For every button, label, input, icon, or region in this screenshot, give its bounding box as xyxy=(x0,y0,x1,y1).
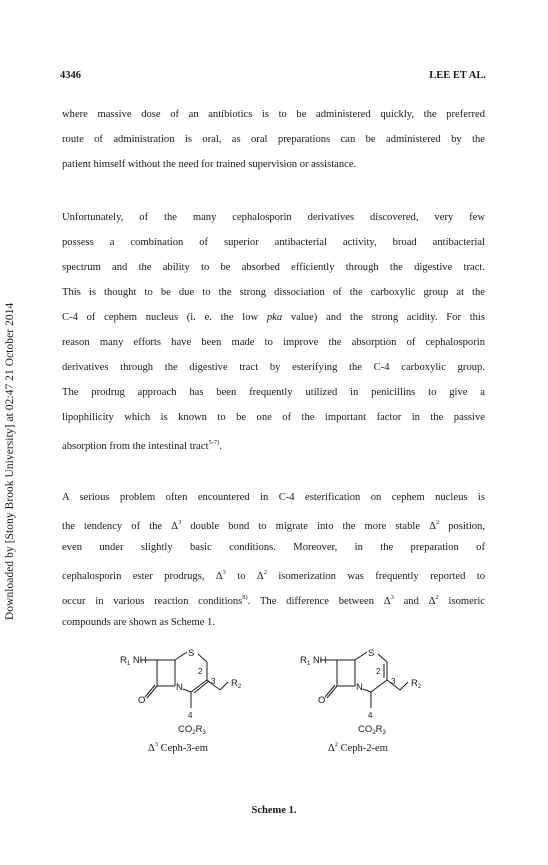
text-line: occur in various reaction conditions$^{8)}$. The difference between $\Delta^3$ and $\Delta^2$ isomeric xyxy=(62,594,485,607)
paragraph-2 xyxy=(62,205,485,455)
citation-ref: 8) xyxy=(242,594,248,601)
pka-term: pka xyxy=(266,312,283,323)
ester-label: $CO_2R_3$ xyxy=(358,724,386,736)
text-line: route of administration is oral, as oral preparations can be administered by the xyxy=(62,134,485,145)
download-note: Downloaded by [Stony Brook University] at 02:47 21 October 2014 xyxy=(4,302,16,620)
r1-label: $R_1$ NH xyxy=(300,655,327,667)
paragraph-3 xyxy=(62,485,485,635)
scheme-1-structures xyxy=(100,648,460,768)
r2-label: $R_2$ xyxy=(231,678,242,690)
text-line: This is thought to be due to the strong dissociation of the carboxylic group at the xyxy=(62,287,485,298)
text-line: spectrum and the ability to be absorbed efficiently through the digestive tract. xyxy=(62,262,485,273)
r1-label: $R_1$ NH xyxy=(120,655,147,667)
running-head: LEE ET AL. xyxy=(429,70,486,81)
position-3: 3 xyxy=(211,677,216,686)
sulfur-atom: S xyxy=(368,648,375,659)
ester-label: $CO_2R_3$ xyxy=(178,724,206,736)
page-number: 4346 xyxy=(60,70,81,81)
text-line: Unfortunately, of the many cephalosporin derivatives discovered, very few xyxy=(62,212,485,223)
text-line: even under slightly basic conditions. Moreover, in the preparation of xyxy=(62,542,485,553)
text-line: derivatives through the digestive tract by esterifying the C-4 carboxylic group. xyxy=(62,362,485,373)
text-line: the tendency of the $\Delta^3$ double bond to migrate into the more stable $\Delta^2$ position, xyxy=(62,519,486,532)
paragraph-1 xyxy=(62,102,485,177)
text-line: C-4 of cephem nucleus (i. e. the low pka value) and the strong acidity. For this xyxy=(62,312,485,323)
position-3: 3 xyxy=(391,677,396,686)
text-line: cephalosporin ester prodrugs, $\Delta^3$ to $\Delta^2$ isomerization was frequently reported to xyxy=(62,569,485,582)
position-4: 4 xyxy=(368,711,373,720)
position-4: 4 xyxy=(188,711,193,720)
nitrogen-atom: N xyxy=(356,682,363,693)
oxygen-atom: O xyxy=(138,695,146,706)
position-2: 2 xyxy=(198,667,203,676)
text-line: The prodrug approach has been frequently utilized in penicillins to give a xyxy=(62,387,485,398)
r2-label: $R_2$ xyxy=(411,678,422,690)
text-line: reason many efforts have been made to improve the absorption of cephalosporin xyxy=(62,337,485,348)
sulfur-atom: S xyxy=(188,648,195,659)
ceph-2-em-label: $\Delta^2$ Ceph-2-em xyxy=(328,741,388,754)
text-line: where massive dose of an antibiotics is to be administered quickly, the preferred xyxy=(62,109,485,120)
text-line: possess a combination of superior antibacterial activity, broad antibacterial xyxy=(62,237,485,248)
text-line: absorption from the intestinal tract$^{5-7)}$. xyxy=(62,439,223,452)
text-line: patient himself without the need for trained supervision or assistance. xyxy=(62,159,357,170)
oxygen-atom: O xyxy=(318,695,326,706)
position-2: 2 xyxy=(376,667,381,676)
text-line: A serious problem often encountered in C-4 esterification on cephem nucleus is xyxy=(62,492,485,503)
citation-ref: 5-7) xyxy=(208,439,220,446)
scheme-caption: Scheme 1. xyxy=(251,805,297,816)
nitrogen-atom: N xyxy=(176,682,183,693)
ceph-3-em-label: $\Delta^3$ Ceph-3-em xyxy=(148,741,208,754)
text-line: compounds are shown as Scheme 1. xyxy=(62,617,215,628)
text-line: lipophilicity which is known to be one of the important factor in the passive xyxy=(62,412,485,423)
